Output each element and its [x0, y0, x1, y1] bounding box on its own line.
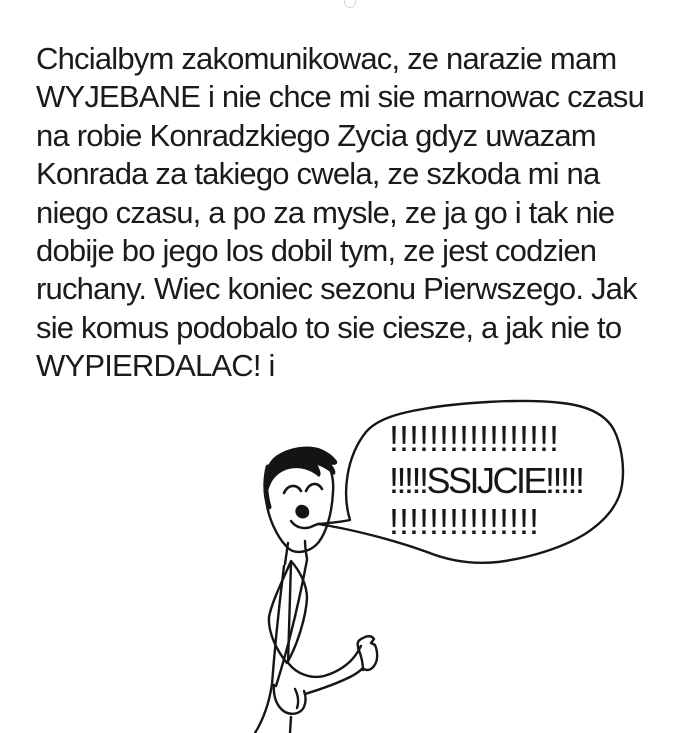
left-eye-icon — [284, 486, 301, 493]
bubble-line: !!!!!SSIJCIE!!!!! — [389, 459, 583, 501]
paragraph-line: dobije bo jego los dobil tym, ze jest codzien — [36, 233, 597, 269]
paragraph-line: niego czasu, a po za mysle, ze ja go i tak nie — [36, 194, 615, 230]
paragraph-line: sie komus podobalo to sie ciesze, a jak nie to — [36, 309, 622, 345]
phallus-shaft-top — [289, 646, 361, 677]
paragraph-line: Konrada za takiego cwela, ze szkoda mi na — [36, 156, 600, 192]
paragraph-line: Chcialbym zakomunikowac, ze narazie mam — [36, 41, 617, 76]
tie-center-line — [288, 563, 291, 663]
paragraph-line: na robie Konradzkiego Zycia gdyz uwazam — [36, 117, 596, 153]
paragraph-line: WYPIERDALAC! i — [36, 348, 275, 384]
fist-inner — [295, 689, 298, 708]
speech-bubble-text — [389, 418, 583, 543]
bubble-line: !!!!!!!!!!!!!!!!! — [389, 418, 560, 459]
bubble-line: !!!!!!!!!!!!!!! — [389, 501, 540, 542]
right-eye-icon — [306, 484, 322, 491]
mouth — [291, 521, 319, 528]
nose — [295, 505, 309, 519]
paragraph-line: ruchany. Wiec koniec sezonu Pierwszego. Jak — [36, 271, 637, 307]
phallus-corona-line — [358, 648, 363, 670]
fist-outer — [274, 685, 306, 714]
paragraph-line: WYJEBANE i nie chce mi sie marnowac czasu — [36, 79, 645, 115]
neck-right — [305, 541, 307, 559]
leg-inner-line — [290, 717, 291, 733]
